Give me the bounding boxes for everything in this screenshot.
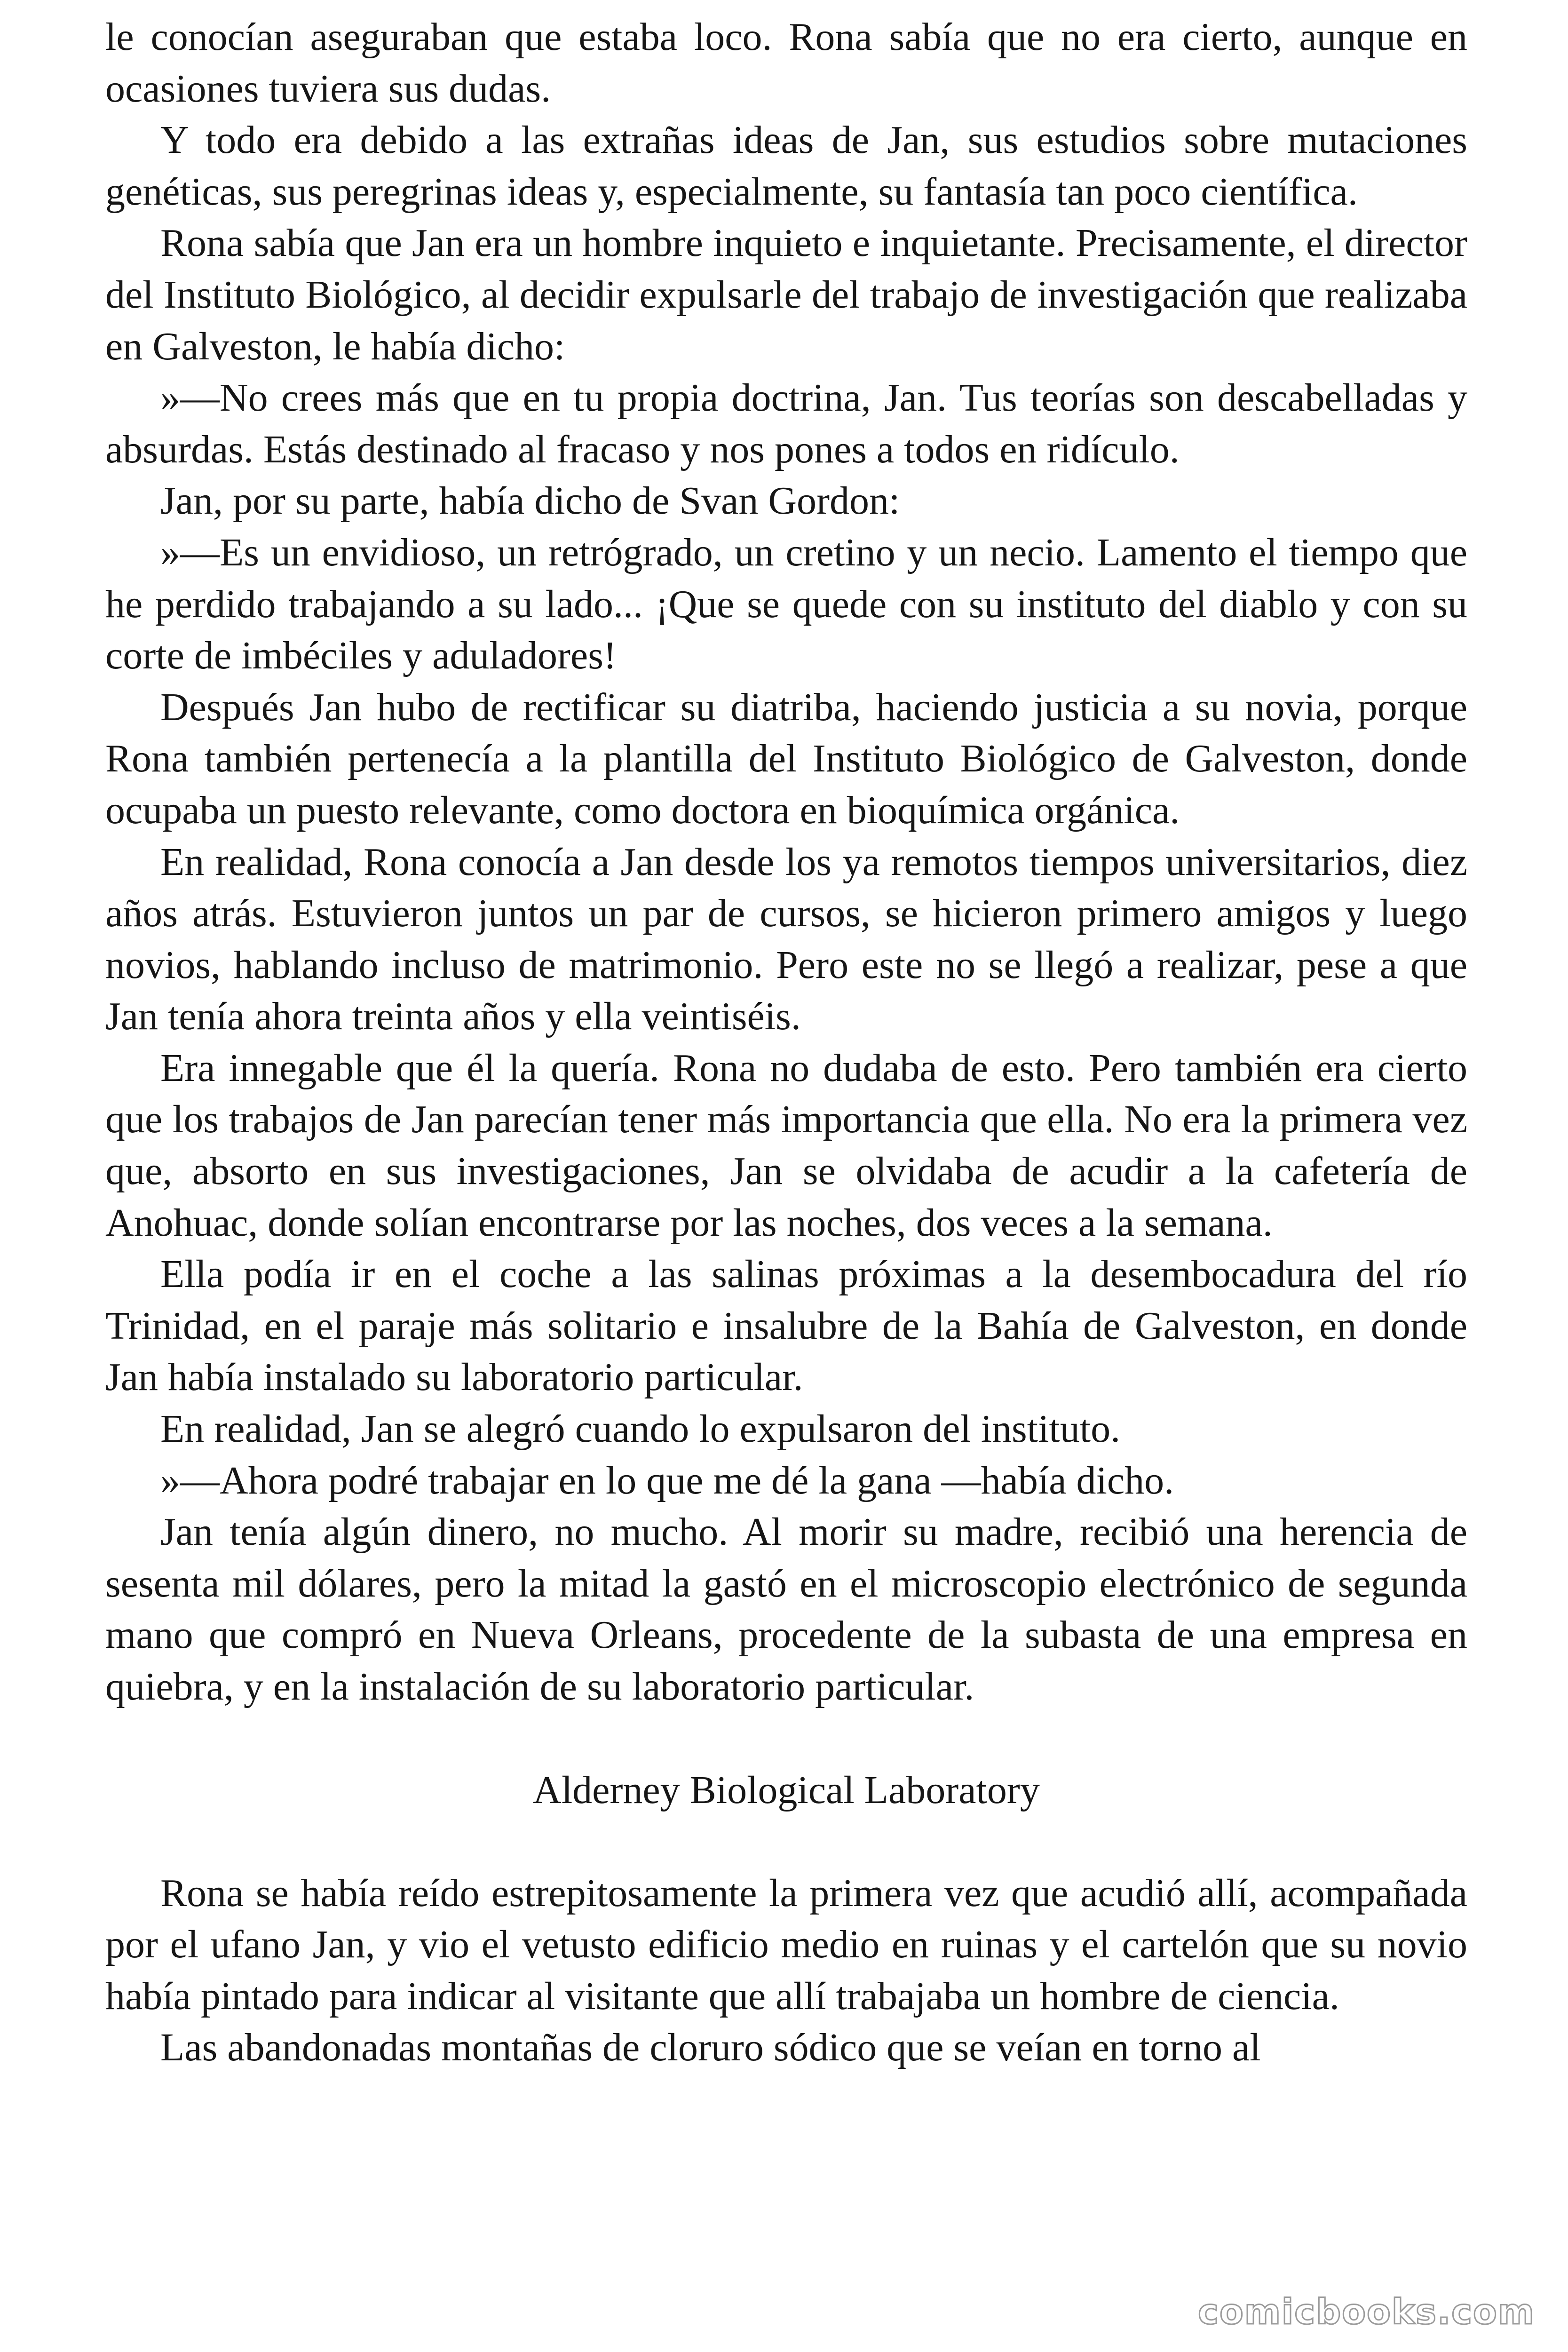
paragraph: En realidad, Rona conocía a Jan desde los ya remotos tiempos universitarios, diez años atrás. Estuvieron juntos un par de cursos, se hicieron primero amigos y luego novios, hablando incluso de matrimonio. Pero este no se llegó a realizar, pese a que Jan tenía ahora treinta años y ella veintiséis. [105,840,1467,1039]
paragraph: Y todo era debido a las extrañas ideas de Jan, sus estudios sobre mutaciones genéticas, sus peregrinas ideas y, especialmente, su fantasía tan poco científica. [105,118,1467,214]
book-page [105,11,1467,2074]
paragraph: En realidad, Jan se alegró cuando lo expulsaron del instituto. [160,1407,1121,1451]
paragraph: Jan, por su parte, había dicho de Svan Gordon: [160,479,900,523]
paragraph: Era innegable que él la quería. Rona no dudaba de esto. Pero también era cierto que los trabajos de Jan parecían tener más importancia que ella. No era la primera vez que, absorto en sus investigaciones, Jan se olvidaba de acudir a la cafetería de Anohuac, donde solían encontrarse por las noches, dos veces a la semana. [105,1046,1467,1245]
watermark-logo: comicbooks.com [1198,2292,1535,2332]
paragraph: »—No crees más que en tu propia doctrina, Jan. Tus teorías son descabelladas y absurdas. Estás destinado al fracaso y nos pones a todos en ridículo. [105,376,1467,471]
paragraph: le conocían aseguraban que estaba loco. Rona sabía que no era cierto, aunque en ocasiones tuviera sus dudas. [105,15,1467,111]
paragraph: Jan tenía algún dinero, no mucho. Al morir su madre, recibió una herencia de sesenta mil dólares, pero la mitad la gastó en el microscopio electrónico de segunda mano que compró en Nueva Orleans, procedente de la subasta de una empresa en quiebra, y en la instalación de su laboratorio particular. [105,1510,1467,1708]
section-heading: Alderney Biological Laboratory [533,1768,1040,1812]
paragraph: »—Es un envidioso, un retrógrado, un cretino y un necio. Lamento el tiempo que he perdido trabajando a su lado... ¡Que se quede con su instituto del diablo y con su corte de imbéciles y aduladores! [105,530,1467,678]
paragraph: »—Ahora podré trabajar en lo que me dé la gana —había dicho. [160,1458,1174,1502]
paragraph: Las abandonadas montañas de cloruro sódico que se veían en torno al [160,2026,1261,2070]
paragraph: Rona sabía que Jan era un hombre inquieto e inquietante. Precisamente, el director del Instituto Biológico, al decidir expulsarle del trabajo de investigación que realizaba en Galveston, le había dicho: [105,221,1467,368]
paragraph: Rona se había reído estrepitosamente la primera vez que acudió allí, acompañada por el ufano Jan, y vio el vetusto edificio medio en ruinas y el cartelón que su novio había pintado para indicar al visitante que allí trabajaba un hombre de ciencia. [105,1871,1467,2018]
paragraph: Después Jan hubo de rectificar su diatriba, haciendo justicia a su novia, porque Rona también pertenecía a la plantilla del Instituto Biológico de Galveston, donde ocupaba un puesto relevante, como doctora en bioquímica orgánica. [105,685,1467,832]
paragraph: Ella podía ir en el coche a las salinas próximas a la desembocadura del río Trinidad, en el paraje más solitario e insalubre de la Bahía de Galveston, en donde Jan había instalado su laboratorio particular. [105,1252,1467,1399]
